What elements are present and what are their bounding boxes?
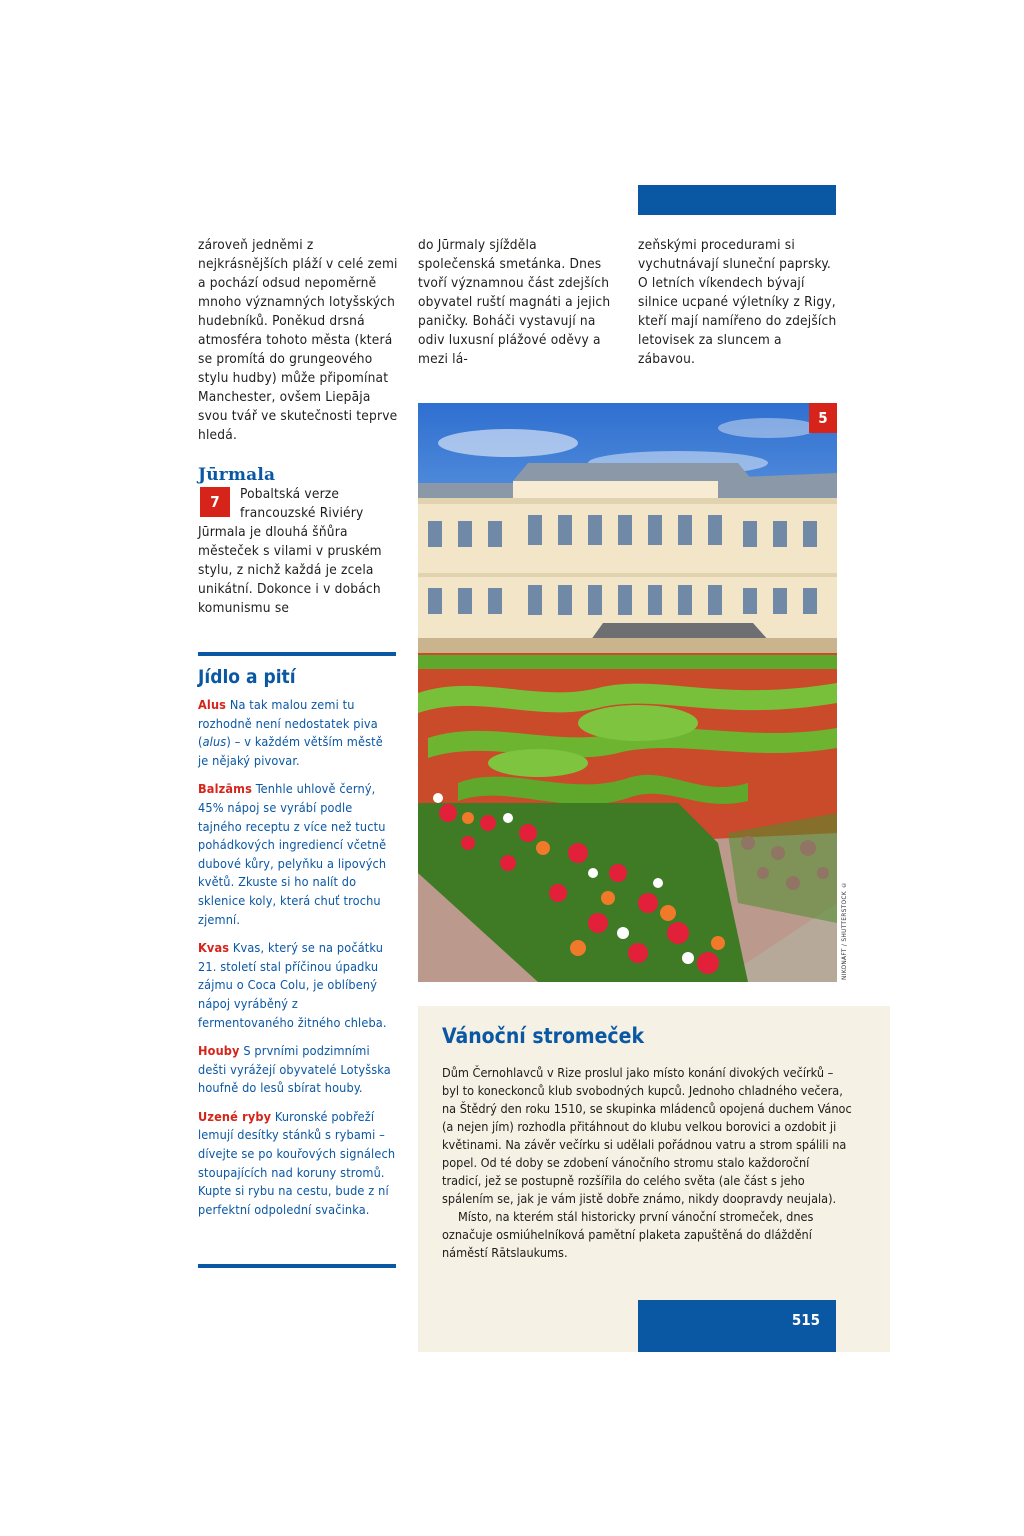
header-color-bar — [638, 185, 836, 215]
entry-text: Kvas, který se na počátku 21. století stal příčinou úpadku zájmu o Coca Colu, je oblíbený nápoj vyráběný z fermentovaného žitného chleba. — [198, 940, 387, 1030]
text-column-2 — [418, 236, 618, 369]
sidebar-bottom-rule — [198, 1264, 396, 1268]
sidebar-entry — [198, 780, 396, 929]
photo-credit: NIKONAFT / SHUTTERSTOCK © — [840, 880, 848, 980]
map-number-badge: 7 — [200, 487, 230, 517]
map-number-badge: 5 — [809, 403, 837, 433]
entry-text: Tenhle uhlově černý, 45% nápoj se vyrábí podle tajného receptu z více než tuctu pohádkových ingrediencí včetně dubové kůry, pelyňku a lipových květů. Zkuste si ho nalít do sklenice koly, která chuť trochu zjemní. — [198, 781, 387, 927]
entry-text: Kuronské pobřeží lemují desítky stánků s rybami – dívejte se po kouřových signálech stoupajících nad koruny stromů. Kupte si rybu na cestu, bude z ní perfektní odpolední svačinka. — [198, 1108, 396, 1217]
palace-garden-photo — [418, 403, 837, 982]
entry-text: Na tak malou zemi tu rozhodně není nedostatek piva ( — [198, 697, 378, 750]
entry-term: Balzāms — [198, 781, 252, 797]
entry-term: Alus — [198, 697, 227, 712]
body-paragraph: do Jūrmaly sjížděla společenská smetánka. Dnes tvoří významnou část zdejších obyvatel ruští magnáti a jejich paničky. Boháči vystavují na odiv luxusní plážové oděvy a mezi lá- — [418, 237, 611, 367]
body-paragraph: zároveň jedněmi z nejkrásnějších pláží v celé zemi a pochází odsud nepoměrně mnoho významných lotyšských hudebníků. Poněkud drsná atmosféra tohoto města (která se promítá do grungeového stylu hudby) může připomínat Manchester, ovšem Liepāja svou tvář ve skutečnosti teprve hledá. — [198, 237, 398, 443]
sidebar-entry — [198, 696, 396, 770]
entry-text: S prvními podzimními dešti vyrážejí obyvatelé Lotyšska houfně do lesů sbírat houby. — [198, 1043, 391, 1096]
palace-illustration — [418, 403, 837, 982]
text-column-3 — [638, 236, 838, 369]
entry-term: Uzené ryby — [198, 1108, 272, 1124]
box-text — [442, 1064, 852, 1262]
entry-term: Kvas — [198, 940, 230, 956]
entry-term: Houby — [198, 1043, 240, 1059]
box-paragraph: Místo, na kterém stál historicky první vánoční stromeček, dnes označuje osmiúhelníková pamětní plaketa zapuštěná do dláždění náměstí Rātslaukums. — [442, 1209, 814, 1260]
sidebar-entry — [198, 1042, 396, 1098]
sidebar-entry — [198, 939, 396, 1032]
section-heading-jurmala: Jūrmala — [198, 465, 276, 485]
jurmala-text: Pobaltská verze francouzské Riviéry Jūrmala je dlouhá šňůra městeček s vilami v pruském stylu, z nichž každá je zcela unikátní. Dokonce i v dobách komunismu se — [198, 486, 382, 616]
food-drink-sidebar — [198, 652, 396, 1229]
entry-text: ) – v každém větším městě je nějaký pivovar. — [198, 734, 383, 768]
entry-emphasis: alus — [202, 734, 227, 750]
box-title: Vánoční stromeček — [442, 1024, 645, 1048]
sidebar-title: Jídlo a pití — [198, 666, 296, 688]
sidebar-entry — [198, 1108, 396, 1220]
text-column-1 — [198, 236, 398, 618]
page-number-bar — [638, 1300, 836, 1352]
body-paragraph: zeňskými procedurami si vychutnávají sluneční paprsky. O letních víkendech bývají silnice ucpané výletníky z Rigy, kteří mají namířeno do zdejších letovisek za sluncem a zábavou. — [638, 237, 837, 367]
jurmala-paragraph — [198, 485, 398, 618]
box-paragraph: Dům Černohlavců v Rize proslul jako místo konání divokých večírků – byl to koneckonců klub svobodných kupců. Jednoho chladného večera, na Štědrý den roku 1510, se skupinka mládenců opojená duchem Vánoc (a nejen jím) rozhodla přitáhnout do klubu velkou borovici a ozdobit ji květinami. Na závěr večírku si udělali pořádnou vatru a strom spálili na popel. Od té doby se zdobení vánočního stromu stalo každoroční tradicí, jež se postupně rozšířila do celého světa (ale část s jeho spálením se, jak je vám jistě dobře známo, nikdy doopravdy neujala). — [442, 1065, 852, 1206]
page-number: 515 — [791, 1311, 820, 1329]
